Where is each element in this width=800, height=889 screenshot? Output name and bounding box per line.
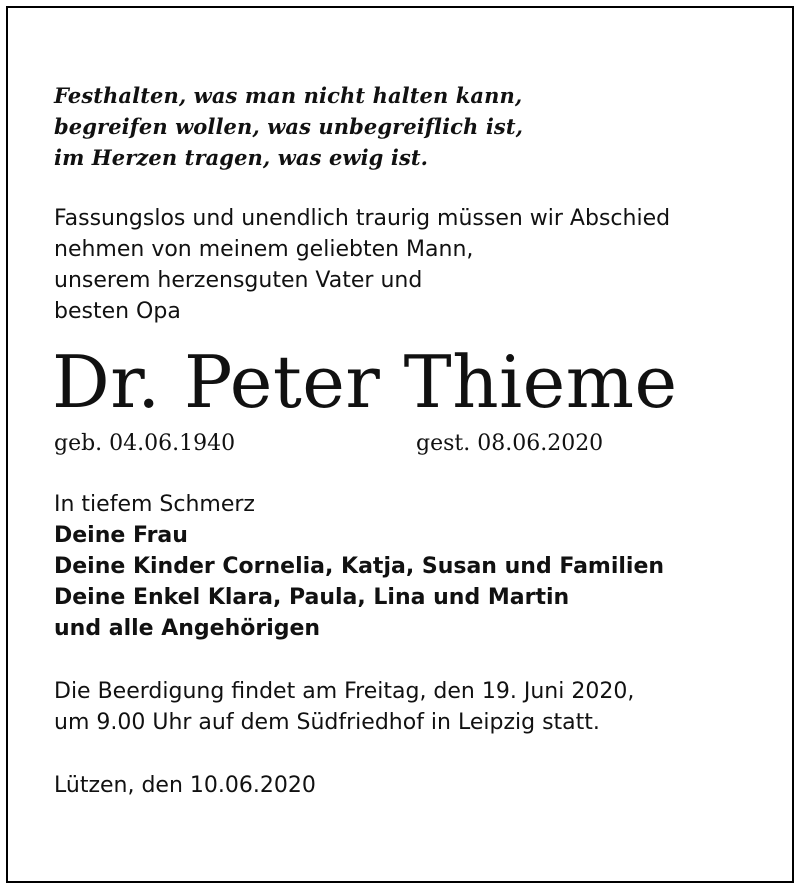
funeral-line: Die Beerdigung findet am Freitag, den 19. Juni 2020, (54, 679, 635, 704)
announcement-text (54, 203, 774, 327)
place-and-date: Lützen, den 10.06.2020 (54, 773, 316, 798)
verse-line: begreifen wollen, was unbegreiflich ist, (54, 114, 524, 139)
deceased-name: Dr. Peter Thieme (52, 340, 678, 424)
announcement-line: unserem herzensguten Vater und (54, 268, 423, 293)
verse-line: Festhalten, was man nicht halten kann, (54, 83, 523, 108)
mourning-intro: In tiefem Schmerz (54, 492, 255, 517)
birth-date: geb. 04.06.1940 (54, 431, 236, 456)
obituary-frame (6, 6, 794, 883)
funeral-line: um 9.00 Uhr auf dem Südfriedhof in Leipzig statt. (54, 710, 600, 735)
announcement-line: nehmen von meinem geliebten Mann, (54, 237, 474, 262)
mourner-line: und alle Angehörigen (54, 616, 321, 641)
death-date: gest. 08.06.2020 (416, 431, 604, 456)
mourner-line: Deine Enkel Klara, Paula, Lina und Martin (54, 585, 570, 610)
mourner-line: Deine Frau (54, 523, 188, 548)
announcement-line: Fassungslos und unendlich traurig müssen wir Abschied (54, 206, 671, 231)
mourner-line: Deine Kinder Cornelia, Katja, Susan und Familien (54, 554, 665, 579)
mourners-block (54, 489, 774, 644)
funeral-info (54, 676, 774, 738)
obituary-content (54, 80, 774, 801)
announcement-line: besten Opa (54, 299, 181, 324)
memorial-verse (54, 80, 774, 173)
life-dates (54, 429, 774, 459)
verse-line: im Herzen tragen, was ewig ist. (54, 145, 429, 170)
